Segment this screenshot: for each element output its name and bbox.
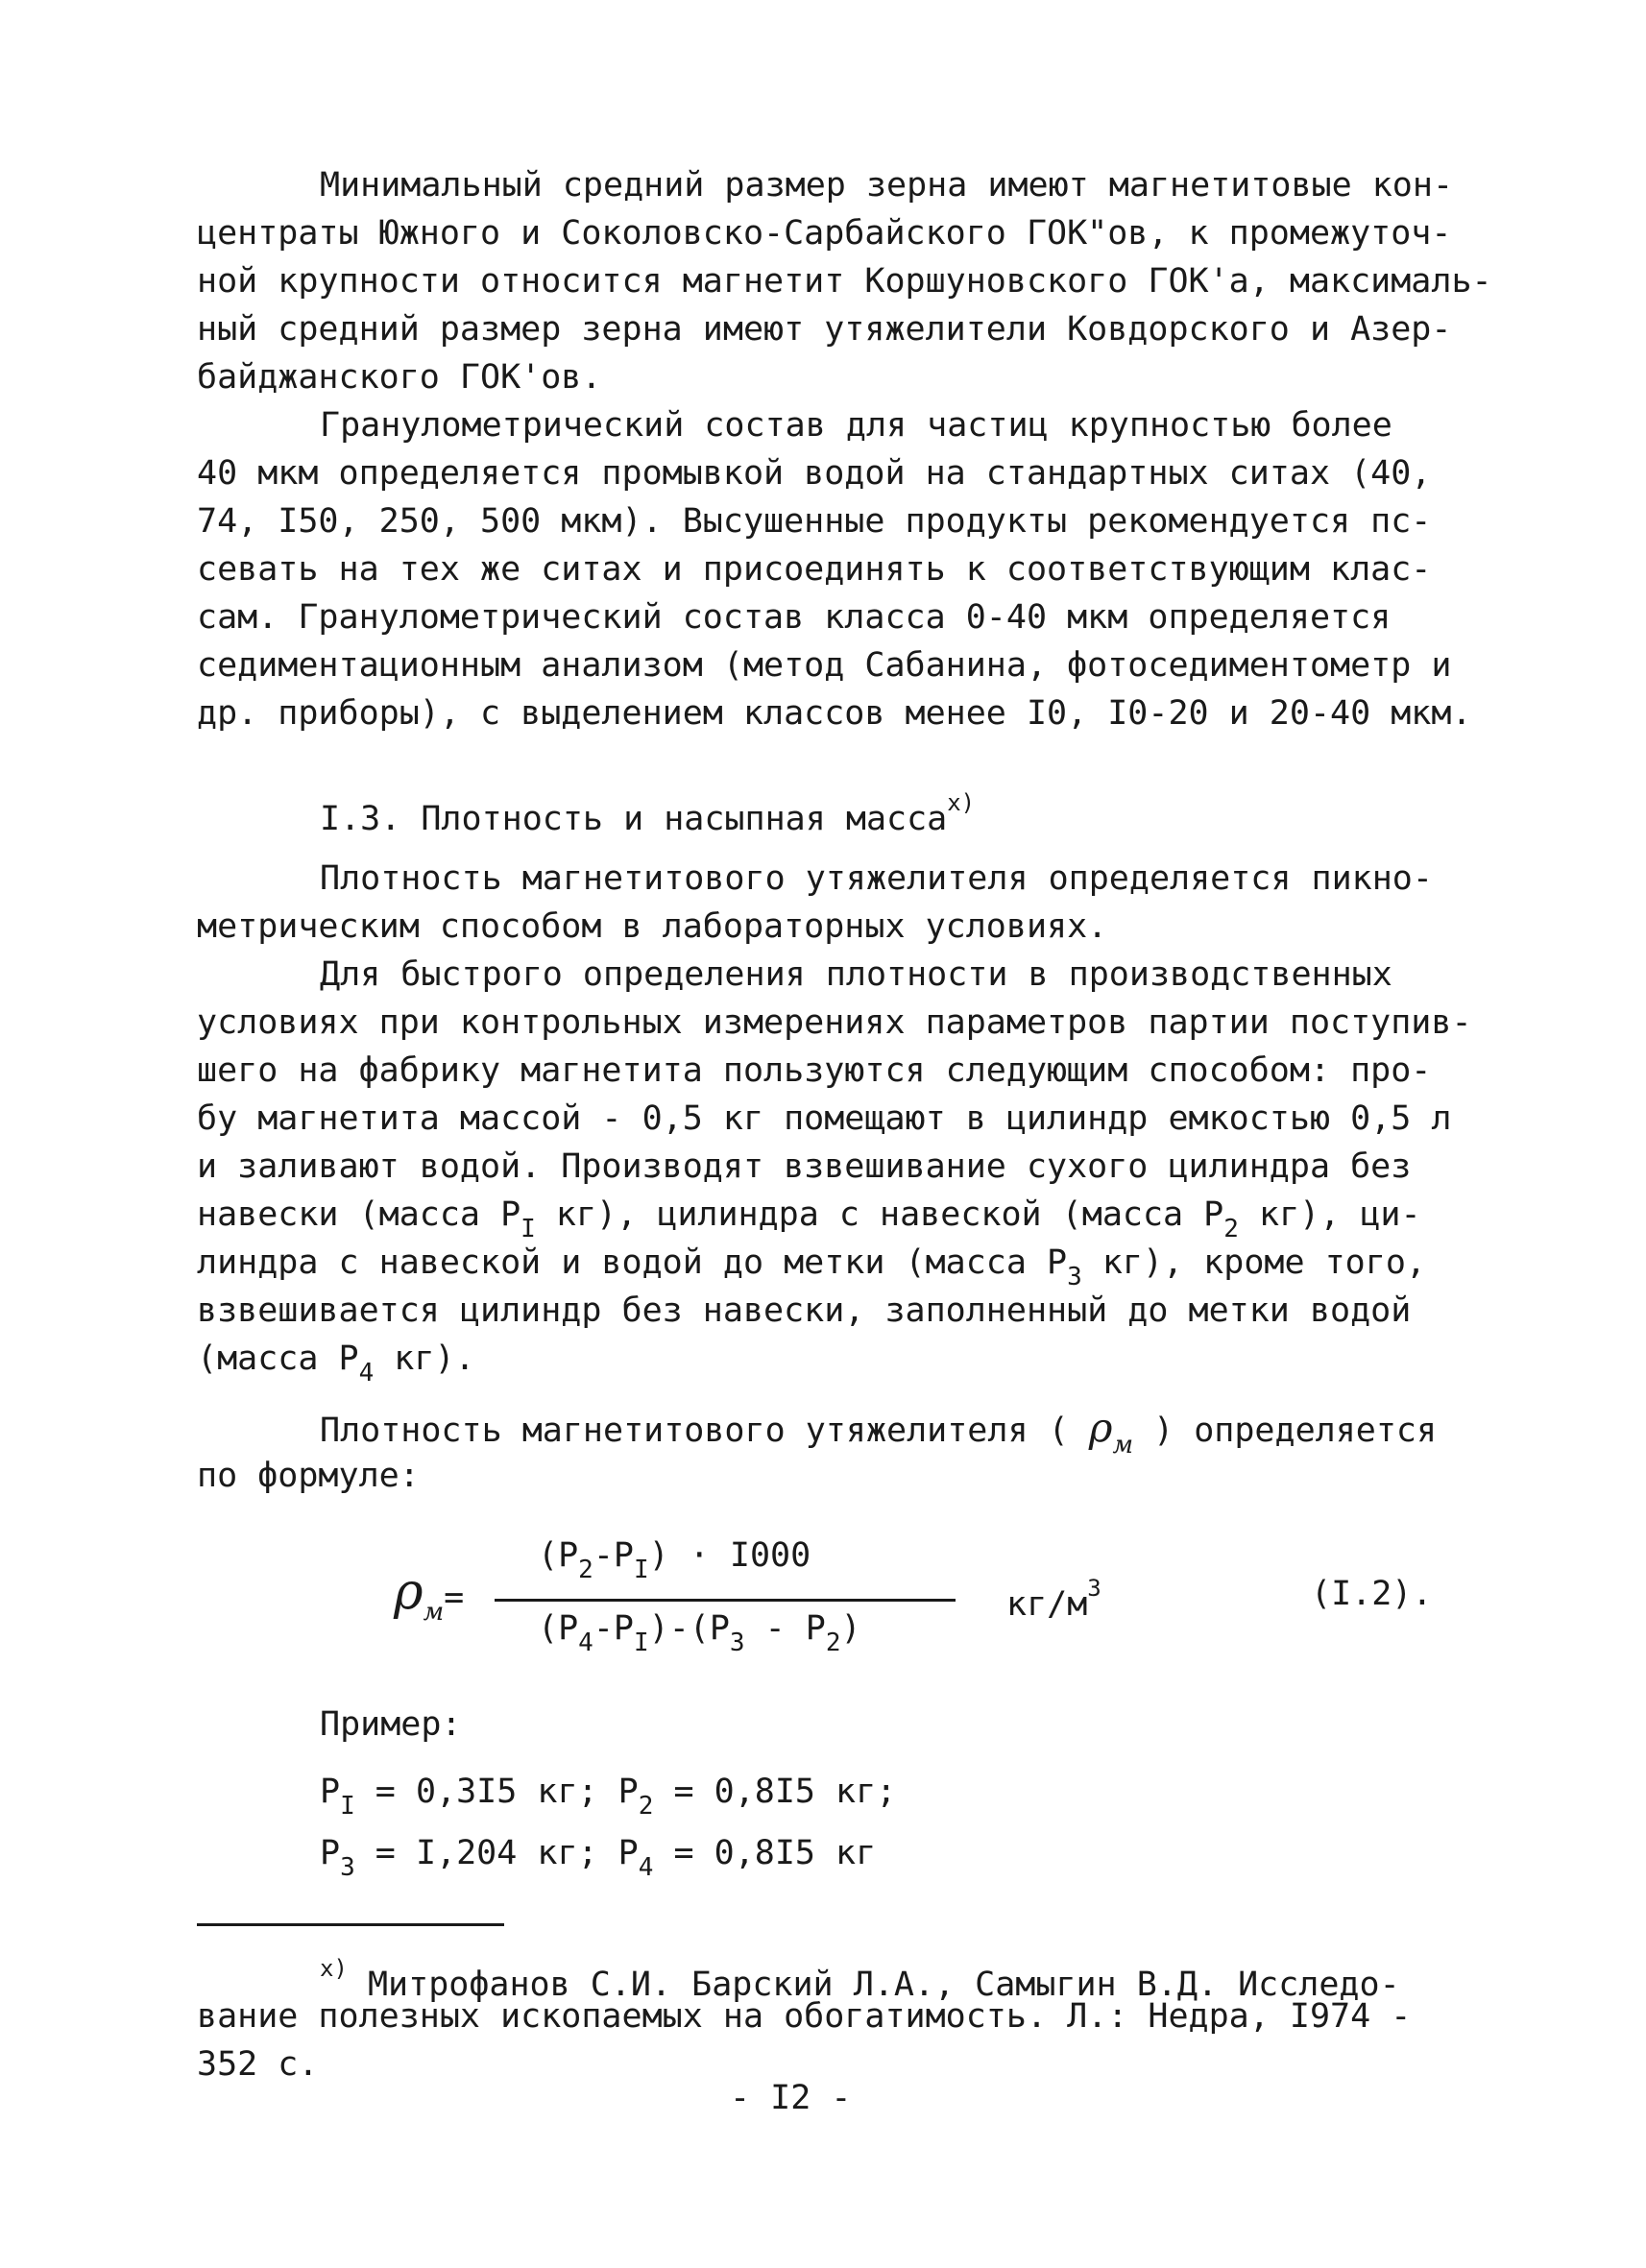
paragraph-2-line: седиментационным анализом (метод Сабанина, фотоседиментометр и <box>197 646 1452 685</box>
section-heading <box>320 776 975 846</box>
text-fragment: -P <box>593 1536 634 1575</box>
text-fragment: = I,204 кг; P <box>354 1834 639 1872</box>
paragraph-4-line: бу магнетита массой - 0,5 кг помещают в цилиндр емкостью 0,5 л <box>197 1099 1452 1138</box>
subscript: м <box>423 1598 445 1627</box>
footnote-line <box>197 1944 1464 2004</box>
rho-symbol: ρ <box>1088 1404 1113 1451</box>
page-number: - I2 - <box>730 2079 852 2117</box>
formula-numerator <box>538 1536 811 1584</box>
paragraph-2-line: др. приборы), с выделением классов менее I0, I0-20 и 20-40 мкм. <box>197 694 1472 733</box>
text-fragment: Митрофанов С.И. Барский Л.А., Самыгин В.Д. Исследо- <box>347 1966 1400 2004</box>
text-fragment: линдра с навеской и водой до метки (масса P <box>197 1243 1068 1282</box>
paragraph-4-line: и заливают водой. Производят взвешивание сухого цилиндра без <box>197 1147 1412 1186</box>
footnote-rule <box>197 1923 504 1926</box>
text-fragment: - P <box>744 1609 826 1648</box>
text-fragment: = 0,3I5 кг; P <box>354 1773 639 1811</box>
paragraph-1-line: центраты Южного и Соколовско-Сарбайского ГОК"ов, к промежуточ- <box>197 214 1452 253</box>
paragraph-4-line: условиях при контрольных измерениях параметров партии поступив- <box>197 1003 1472 1042</box>
paragraph-1-line: Минимальный средний размер зерна имеют магнетитовые кон- <box>320 166 1454 205</box>
text-fragment: Плотность магнетитового утяжелителя ( <box>320 1411 1089 1450</box>
text-fragment: P <box>320 1834 341 1872</box>
paragraph-3-line: Плотность магнетитового утяжелителя определяется пикно- <box>320 859 1433 898</box>
text-fragment: навески (масса P <box>197 1195 521 1234</box>
text-fragment: кг), ци- <box>1238 1195 1421 1234</box>
subscript: 2 <box>1223 1215 1239 1243</box>
paragraph-2-line: 40 мкм определяется промывкой водой на стандартных ситах (40, <box>197 454 1432 493</box>
text-fragment: кг), цилиндра с навеской (масса P <box>535 1195 1224 1234</box>
paragraph-4 <box>197 951 1472 1387</box>
text-fragment: ) · I000 <box>648 1536 811 1575</box>
subscript: 4 <box>638 1853 654 1882</box>
subscript: 2 <box>578 1556 593 1584</box>
section-heading-text: I.3. Плотность и насыпная масса <box>320 800 948 838</box>
paragraph-3-line: метрическим способом в лабораторных условиях. <box>197 907 1108 946</box>
footnote-mark: x) <box>947 789 976 816</box>
subscript: 3 <box>729 1629 745 1657</box>
subscript: I <box>340 1792 355 1821</box>
subscript: I <box>633 1629 649 1657</box>
example-line <box>320 1834 876 1882</box>
paragraph-5 <box>197 1404 1464 1500</box>
text-fragment: (P <box>538 1609 579 1648</box>
paragraph-2-line: 74, I50, 250, 500 мкм). Высушенные продукты рекомендуется пс- <box>197 502 1432 541</box>
paragraph-2-line: севать на тех же ситах и присоединять к соответствующим клас- <box>197 550 1432 589</box>
text-fragment: (масса P <box>197 1339 359 1378</box>
paragraph-2-line: сам. Гранулометрический состав класса 0-40 мкм определяется <box>197 598 1392 637</box>
text-fragment: кг/м <box>1006 1585 1088 1624</box>
subscript: 4 <box>578 1629 593 1657</box>
paragraph-2-line: Гранулометрический состав для частиц крупностью более <box>320 406 1392 445</box>
superscript: 3 <box>1087 1575 1101 1602</box>
paragraph-1 <box>197 161 1492 401</box>
text-fragment: )-(P <box>648 1609 730 1648</box>
text-fragment: кг), кроме того, <box>1081 1243 1426 1282</box>
paragraph-4-line <box>197 1239 1464 1291</box>
formula-unit <box>1006 1575 1101 1624</box>
paragraph-5-line: по формуле: <box>197 1457 420 1495</box>
paragraph-1-line: ной крупности относится магнетит Коршуновского ГОК'а, максималь- <box>197 262 1492 301</box>
subscript: 2 <box>825 1629 841 1657</box>
paragraph-4-line: шего на фабрику магнетита пользуются следующим способом: про- <box>197 1051 1432 1090</box>
text-fragment: -P <box>593 1609 634 1648</box>
subscript: 3 <box>340 1853 355 1882</box>
paragraph-4-line: взвешивается цилиндр без навески, заполненный до метки водой <box>197 1291 1412 1330</box>
formula-number: (I.2). <box>1311 1575 1433 1613</box>
paragraph-5-line <box>197 1404 1464 1460</box>
footnote-line: вание полезных ископаемых на обогатимость. Л.: Недра, I974 - <box>197 1997 1412 2036</box>
example-label: Пример: <box>320 1705 462 1744</box>
text-fragment: ) определяется <box>1133 1411 1438 1450</box>
paragraph-4-line <box>197 1335 1464 1387</box>
paragraph-4-line: Для быстрого определения плотности в производственных <box>320 955 1392 994</box>
paragraph-2 <box>197 401 1472 737</box>
equals-sign: = <box>444 1579 465 1617</box>
paragraph-3 <box>197 855 1464 951</box>
footnote <box>197 1944 1464 2088</box>
subscript: 2 <box>638 1792 654 1821</box>
text-fragment: = 0,8I5 кг <box>653 1834 877 1872</box>
paragraph-4-line <box>197 1191 1464 1243</box>
formula-lhs <box>394 1563 464 1627</box>
fraction-bar <box>495 1599 956 1602</box>
text-fragment: (P <box>538 1536 579 1575</box>
text-fragment: ) <box>840 1609 861 1648</box>
footnote-mark: x) <box>320 1955 348 1982</box>
footnote-line: 352 с. <box>197 2045 319 2084</box>
text-fragment: P <box>320 1773 341 1811</box>
paragraph-1-line: байджанского ГОК'ов. <box>197 358 602 397</box>
subscript: м <box>1112 1431 1133 1460</box>
rho-symbol: ρ <box>394 1563 424 1621</box>
text-fragment: кг). <box>374 1339 475 1378</box>
subscript: I <box>633 1556 649 1584</box>
subscript: 4 <box>358 1359 375 1387</box>
example-line <box>320 1773 896 1821</box>
formula-denominator <box>538 1609 861 1657</box>
text-fragment: = 0,8I5 кг; <box>653 1773 897 1811</box>
subscript: I <box>520 1215 536 1243</box>
subscript: 3 <box>1067 1263 1082 1291</box>
paragraph-1-line: ный средний размер зерна имеют утяжелители Ковдорского и Азер- <box>197 310 1452 349</box>
